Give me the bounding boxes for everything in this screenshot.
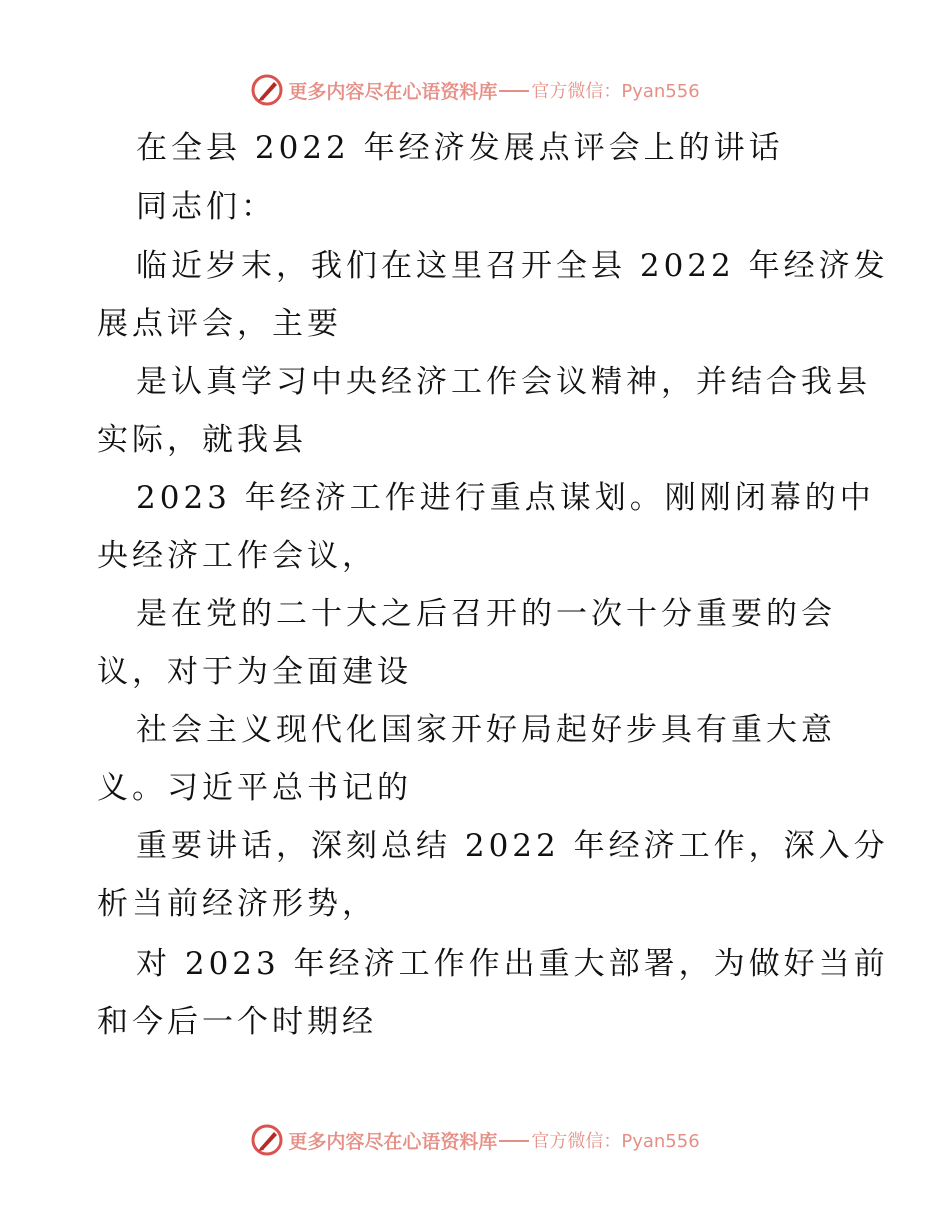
paragraph-line: 是在党的二十大之后召开的一次十分重要的会 [136, 596, 836, 632]
salutation: 同志们： [136, 189, 276, 225]
paragraph-line: 临近岁末，我们在这里召开全县 2022 年经济发 [136, 248, 889, 284]
paragraph-line: 展点评会，主要 [97, 306, 342, 342]
paragraph-line: 社会主义现代化国家开好局起好步具有重大意 [136, 712, 836, 748]
paragraph-line: 重要讲话，深刻总结 2022 年经济工作，深入分 [136, 828, 889, 864]
watermark-contact: 官方微信：Pyan556 [531, 1131, 700, 1152]
paragraph-line: 2023 年经济工作进行重点谋划。刚刚闭幕的中 [136, 480, 875, 516]
paragraph-line: 析当前经济形势， [97, 886, 377, 922]
quill-pen-logo-icon [250, 1123, 284, 1157]
paragraph-line: 议，对于为全面建设 [97, 654, 412, 690]
footer-watermark [0, 1120, 950, 1160]
watermark-brand: 更多内容尽在心语资料库 [288, 1130, 498, 1153]
paragraph-line: 是认真学习中央经济工作会议精神，并结合我县 [136, 364, 871, 400]
document-title: 在全县 2022 年经济发展点评会上的讲话 [136, 130, 784, 166]
paragraph-line: 对 2023 年经济工作作出重大部署，为做好当前 [136, 946, 889, 982]
paragraph-line: 实际，就我县 [97, 422, 307, 458]
watermark-contact: 官方微信：Pyan556 [531, 81, 700, 102]
paragraph-line: 义。习近平总书记的 [97, 770, 412, 806]
watermark-dash [499, 1140, 529, 1142]
paragraph-line: 和今后一个时期经 [97, 1004, 377, 1040]
paragraph-line: 央经济工作会议， [97, 538, 377, 574]
watermark-brand: 更多内容尽在心语资料库 [288, 80, 498, 103]
